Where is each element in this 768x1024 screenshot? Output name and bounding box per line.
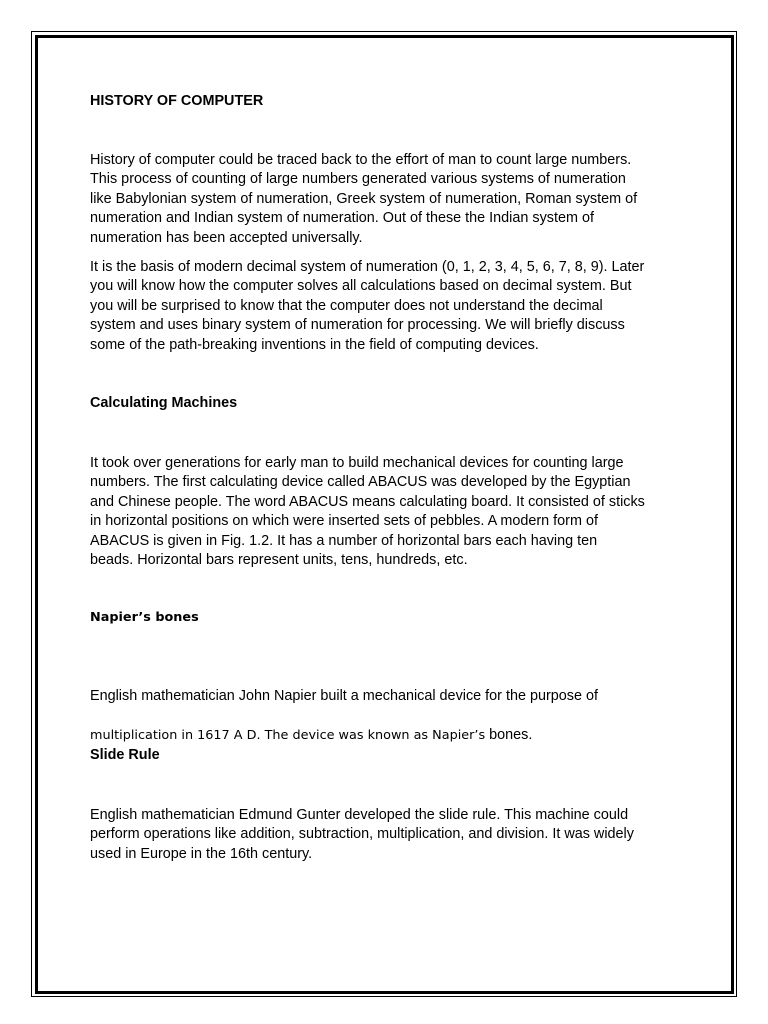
calculating-machines-heading: Calculating Machines [90, 395, 238, 411]
intro-paragraph-2: It is the basis of modern decimal system of numeration (0, 1, 2, 3, 4, 5, 6, 7, 8, 9). Later you will know how the computer solves all calculations based on decimal system. But you will be surprised to know that the computer does not understand the decimal system and uses binary system of numeration for processing. We will briefly discuss some of the path-breaking inventions in the field of computing devices. [90, 259, 645, 353]
napiers-bones-paragraph [90, 668, 690, 746]
napiers-bones-line-2-end: bones. [485, 727, 533, 744]
calculating-machines-paragraph: It took over generations for early man to build mechanical devices for counting large numbers. The first calculating device called ABACUS was developed by the Egyptian and Chinese people. The word ABACUS means calculating board. It consisted of sticks in horizontal positions on which were inserted sets of pebbles. A modern form of ABACUS is given in Fig. 1.2. It has a number of horizontal bars each having ten beads. Horizontal bars represent units, tens, hundreds, etc. [90, 455, 645, 569]
intro-paragraph-1: History of computer could be traced back to the effort of man to count large numbers. This process of counting of large numbers generated various systems of numeration like Babylonian system of numeration, Greek system of numeration, Roman system of numeration and Indian system of numeration. Out of these the Indian system of numeration has been accepted universally. [90, 152, 638, 246]
slide-rule-paragraph: English mathematician Edmund Gunter developed the slide rule. This machine could perform operations like addition, subtraction, multiplication, and division. It was widely used in Europe in the 16th century. [90, 807, 634, 862]
napiers-bones-line-1: English mathematician John Napier built a mechanical device for the purpose of [90, 688, 598, 705]
napiers-bones-line-2: multiplication in 1617 A D. The device was known as Napier’s [90, 728, 486, 744]
slide-rule-heading: Slide Rule [90, 747, 160, 763]
document-title: HISTORY OF COMPUTER [90, 93, 264, 109]
napiers-bones-heading: Napier’s bones [90, 610, 199, 625]
